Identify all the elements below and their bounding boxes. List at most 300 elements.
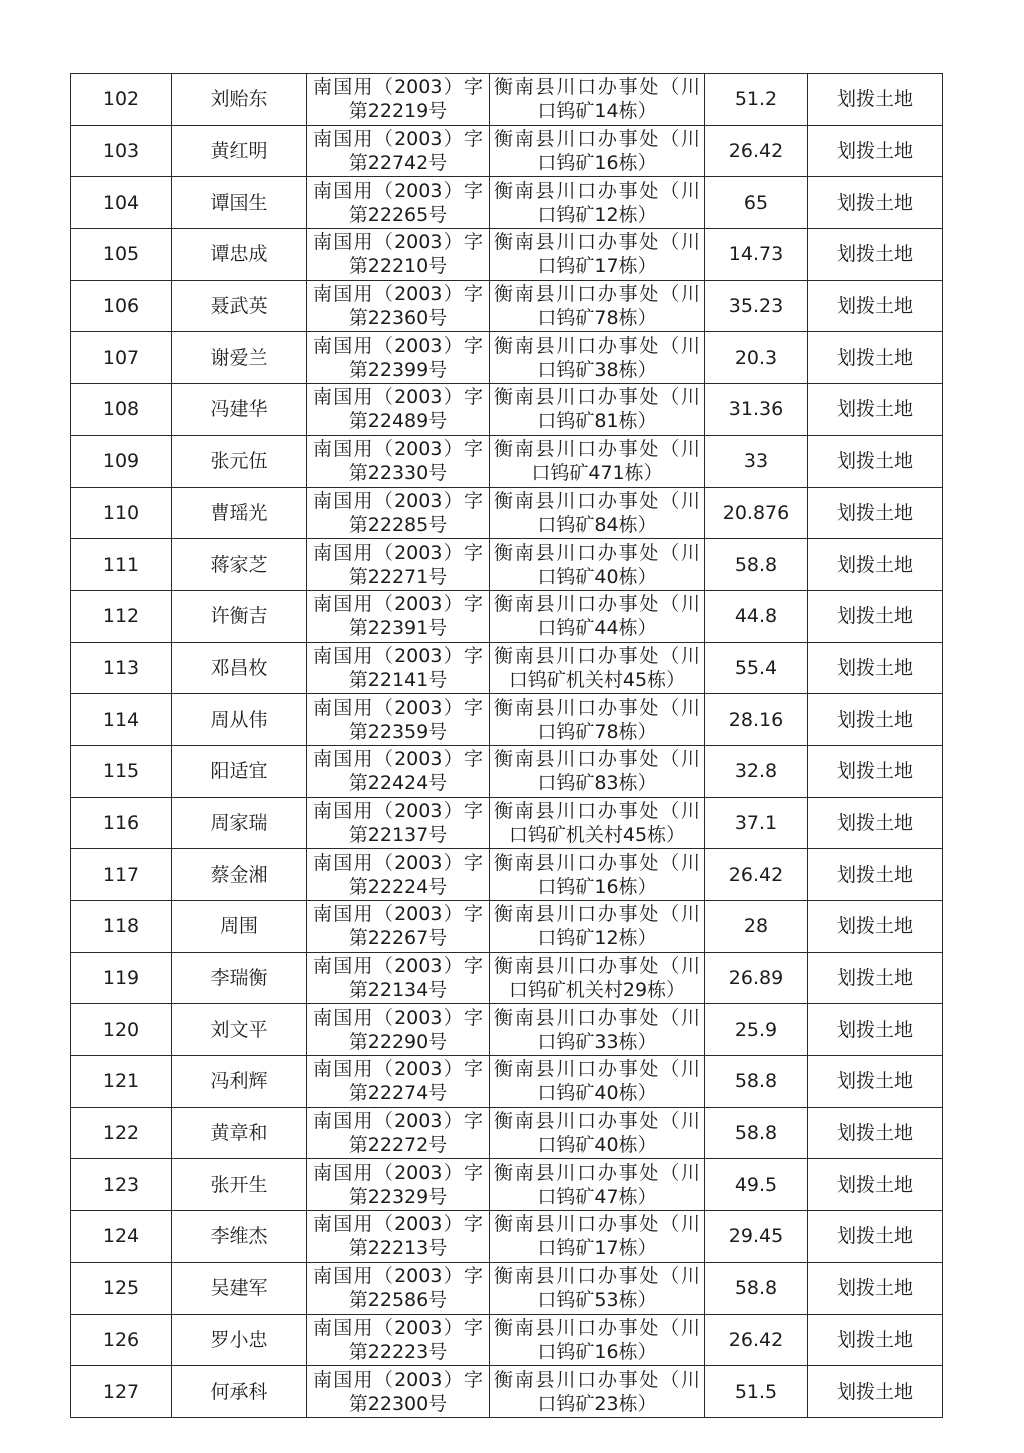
certificate-number: 第22267号: [348, 927, 448, 950]
land-area: 58.8: [734, 1122, 778, 1145]
owner-name-cell: [172, 901, 307, 953]
certificate-number: 第22399号: [348, 358, 448, 381]
land-type-cell: [808, 745, 943, 797]
land-area: 26.42: [728, 140, 784, 163]
location-line-1: 衡南县川口办事处（川: [494, 179, 700, 202]
certificate-number: 第22141号: [348, 668, 448, 691]
land-area: 58.8: [734, 1277, 778, 1300]
land-type: 划拨土地: [836, 1277, 913, 1300]
row-number-cell: [71, 849, 172, 901]
row-number-cell: [71, 1159, 172, 1211]
certificate-cell: [307, 1159, 490, 1211]
location-line-2: 口钨矿44栋）: [537, 617, 657, 640]
row-number: 126: [102, 1328, 140, 1351]
owner-name-cell: [172, 280, 307, 332]
certificate-number: 第22137号: [348, 823, 448, 846]
certificate-prefix: 南国用（2003）字: [313, 1058, 483, 1081]
land-type-cell: [808, 849, 943, 901]
certificate-prefix: 南国用（2003）字: [313, 1316, 483, 1339]
land-area: 58.8: [734, 1070, 778, 1093]
area-cell: [705, 280, 808, 332]
area-cell: [705, 435, 808, 487]
land-type: 划拨土地: [836, 1173, 913, 1196]
land-type-cell: [808, 74, 943, 126]
row-number-cell: [71, 1366, 172, 1418]
certificate-number: 第22391号: [348, 617, 448, 640]
certificate-number: 第22224号: [348, 875, 448, 898]
location-line-1: 衡南县川口办事处（川: [494, 748, 700, 771]
location-line-1: 衡南县川口办事处（川: [494, 696, 700, 719]
certificate-prefix: 南国用（2003）字: [313, 76, 483, 99]
owner-name-cell: [172, 1107, 307, 1159]
owner-name: 周家瑞: [210, 811, 268, 834]
land-area: 65: [743, 191, 769, 214]
owner-name: 李维杰: [210, 1225, 268, 1248]
location-line-1: 衡南县川口办事处（川: [494, 1213, 700, 1236]
certificate-cell: [307, 435, 490, 487]
certificate-cell: [307, 384, 490, 436]
land-type: 划拨土地: [836, 1380, 913, 1403]
certificate-cell: [307, 1056, 490, 1108]
certificate-prefix: 南国用（2003）字: [313, 128, 483, 151]
land-type: 划拨土地: [836, 915, 913, 938]
land-type-cell: [808, 435, 943, 487]
row-number: 125: [102, 1277, 140, 1300]
location-line-2: 口钨矿17栋）: [537, 1237, 657, 1260]
owner-name-cell: [172, 177, 307, 229]
row-number: 116: [102, 811, 140, 834]
area-cell: [705, 1004, 808, 1056]
land-type: 划拨土地: [836, 1070, 913, 1093]
area-cell: [705, 332, 808, 384]
row-number-cell: [71, 797, 172, 849]
location-line-2: 口钨矿53栋）: [537, 1289, 657, 1312]
land-type-cell: [808, 125, 943, 177]
location-cell: [490, 74, 705, 126]
certificate-prefix: 南国用（2003）字: [313, 1110, 483, 1133]
location-line-1: 衡南县川口办事处（川: [494, 541, 700, 564]
land-area: 49.5: [734, 1173, 778, 1196]
location-line-1: 衡南县川口办事处（川: [494, 334, 700, 357]
row-number: 107: [102, 346, 140, 369]
table-row: [71, 694, 943, 746]
certificate-prefix: 南国用（2003）字: [313, 489, 483, 512]
certificate-number: 第22223号: [348, 1340, 448, 1363]
certificate-number: 第22360号: [348, 307, 448, 330]
table-row: [71, 384, 943, 436]
owner-name-cell: [172, 745, 307, 797]
location-cell: [490, 280, 705, 332]
land-area: 14.73: [728, 243, 784, 266]
table-row: [71, 74, 943, 126]
certificate-cell: [307, 1366, 490, 1418]
certificate-cell: [307, 1314, 490, 1366]
owner-name: 刘文平: [210, 1018, 268, 1041]
location-line-1: 衡南县川口办事处（川: [494, 1161, 700, 1184]
row-number-cell: [71, 1004, 172, 1056]
location-line-1: 衡南县川口办事处（川: [494, 1058, 700, 1081]
location-line-2: 口钨矿84栋）: [537, 513, 657, 536]
certificate-cell: [307, 901, 490, 953]
owner-name-cell: [172, 590, 307, 642]
owner-name: 谢爱兰: [210, 346, 268, 369]
land-area: 26.89: [728, 967, 784, 990]
location-line-2: 口钨矿471栋）: [531, 462, 663, 485]
land-type-cell: [808, 797, 943, 849]
location-line-2: 口钨矿16栋）: [537, 152, 657, 175]
area-cell: [705, 1107, 808, 1159]
certificate-number: 第22742号: [348, 152, 448, 175]
area-cell: [705, 487, 808, 539]
certificate-cell: [307, 280, 490, 332]
row-number-cell: [71, 74, 172, 126]
row-number-cell: [71, 642, 172, 694]
certificate-number: 第22329号: [348, 1185, 448, 1208]
certificate-number: 第22300号: [348, 1392, 448, 1415]
land-type-cell: [808, 1314, 943, 1366]
land-type-cell: [808, 1004, 943, 1056]
certificate-prefix: 南国用（2003）字: [313, 903, 483, 926]
row-number: 115: [102, 760, 140, 783]
table-row: [71, 1159, 943, 1211]
row-number-cell: [71, 901, 172, 953]
land-register-page: [70, 73, 936, 1418]
land-type: 划拨土地: [836, 605, 913, 628]
land-type: 划拨土地: [836, 140, 913, 163]
certificate-cell: [307, 590, 490, 642]
certificate-number: 第22219号: [348, 100, 448, 123]
area-cell: [705, 384, 808, 436]
location-line-2: 口钨矿47栋）: [537, 1185, 657, 1208]
location-cell: [490, 745, 705, 797]
row-number: 119: [102, 967, 140, 990]
area-cell: [705, 177, 808, 229]
table-row: [71, 539, 943, 591]
location-line-1: 衡南县川口办事处（川: [494, 386, 700, 409]
location-cell: [490, 590, 705, 642]
land-type-cell: [808, 280, 943, 332]
row-number-cell: [71, 1314, 172, 1366]
owner-name-cell: [172, 1314, 307, 1366]
owner-name-cell: [172, 642, 307, 694]
row-number-cell: [71, 280, 172, 332]
row-number: 105: [102, 243, 140, 266]
land-type: 划拨土地: [836, 295, 913, 318]
location-cell: [490, 1366, 705, 1418]
row-number: 122: [102, 1122, 140, 1145]
table-body: [71, 74, 943, 1418]
location-cell: [490, 539, 705, 591]
land-type: 划拨土地: [836, 450, 913, 473]
certificate-cell: [307, 332, 490, 384]
owner-name: 张开生: [210, 1173, 268, 1196]
owner-name-cell: [172, 487, 307, 539]
location-line-2: 口钨矿33栋）: [537, 1030, 657, 1053]
land-area: 28: [743, 915, 769, 938]
owner-name-cell: [172, 1366, 307, 1418]
area-cell: [705, 590, 808, 642]
table-row: [71, 125, 943, 177]
table-row: [71, 745, 943, 797]
location-line-1: 衡南县川口办事处（川: [494, 1265, 700, 1288]
land-area: 20.3: [734, 346, 778, 369]
area-cell: [705, 1314, 808, 1366]
location-cell: [490, 177, 705, 229]
table-row: [71, 1056, 943, 1108]
location-line-2: 口钨矿14栋）: [537, 100, 657, 123]
certificate-number: 第22586号: [348, 1289, 448, 1312]
area-cell: [705, 642, 808, 694]
location-line-1: 衡南县川口办事处（川: [494, 1006, 700, 1029]
table-row: [71, 280, 943, 332]
land-type-cell: [808, 590, 943, 642]
land-area: 31.36: [728, 398, 784, 421]
certificate-cell: [307, 642, 490, 694]
location-line-1: 衡南县川口办事处（川: [494, 851, 700, 874]
certificate-prefix: 南国用（2003）字: [313, 1368, 483, 1391]
row-number: 102: [102, 88, 140, 111]
certificate-prefix: 南国用（2003）字: [313, 231, 483, 254]
location-line-1: 衡南县川口办事处（川: [494, 593, 700, 616]
location-line-1: 衡南县川口办事处（川: [494, 438, 700, 461]
row-number-cell: [71, 952, 172, 1004]
certificate-cell: [307, 797, 490, 849]
certificate-cell: [307, 229, 490, 281]
land-type-cell: [808, 1211, 943, 1263]
location-cell: [490, 642, 705, 694]
land-type: 划拨土地: [836, 88, 913, 111]
certificate-cell: [307, 177, 490, 229]
row-number: 103: [102, 140, 140, 163]
owner-name-cell: [172, 849, 307, 901]
certificate-cell: [307, 952, 490, 1004]
location-line-1: 衡南县川口办事处（川: [494, 903, 700, 926]
land-type-cell: [808, 229, 943, 281]
row-number: 121: [102, 1070, 140, 1093]
location-line-1: 衡南县川口办事处（川: [494, 489, 700, 512]
owner-name: 蒋家芝: [210, 553, 268, 576]
land-type: 划拨土地: [836, 501, 913, 524]
land-area: 25.9: [734, 1018, 778, 1041]
owner-name-cell: [172, 539, 307, 591]
row-number-cell: [71, 1107, 172, 1159]
certificate-number: 第22210号: [348, 255, 448, 278]
row-number: 127: [102, 1380, 140, 1403]
location-line-1: 衡南县川口办事处（川: [494, 231, 700, 254]
owner-name-cell: [172, 384, 307, 436]
owner-name-cell: [172, 74, 307, 126]
table-row: [71, 590, 943, 642]
table-row: [71, 642, 943, 694]
table-row: [71, 1004, 943, 1056]
owner-name-cell: [172, 332, 307, 384]
land-area: 51.5: [734, 1380, 778, 1403]
land-register-table: [70, 73, 943, 1418]
certificate-prefix: 南国用（2003）字: [313, 386, 483, 409]
location-line-2: 口钨矿机关村29栋）: [508, 979, 686, 1002]
row-number: 112: [102, 605, 140, 628]
row-number: 108: [102, 398, 140, 421]
certificate-prefix: 南国用（2003）字: [313, 179, 483, 202]
area-cell: [705, 745, 808, 797]
certificate-prefix: 南国用（2003）字: [313, 851, 483, 874]
area-cell: [705, 539, 808, 591]
location-line-2: 口钨矿81栋）: [537, 410, 657, 433]
land-type-cell: [808, 1366, 943, 1418]
area-cell: [705, 849, 808, 901]
certificate-cell: [307, 694, 490, 746]
row-number-cell: [71, 1211, 172, 1263]
land-type: 划拨土地: [836, 553, 913, 576]
owner-name: 刘贻东: [210, 88, 268, 111]
owner-name: 邓昌枚: [210, 656, 268, 679]
row-number: 104: [102, 191, 140, 214]
row-number-cell: [71, 694, 172, 746]
land-type: 划拨土地: [836, 398, 913, 421]
location-cell: [490, 435, 705, 487]
owner-name: 曹瑶光: [210, 501, 268, 524]
location-cell: [490, 1211, 705, 1263]
row-number: 114: [102, 708, 140, 731]
table-row: [71, 229, 943, 281]
row-number: 109: [102, 450, 140, 473]
row-number: 123: [102, 1173, 140, 1196]
certificate-cell: [307, 1262, 490, 1314]
owner-name: 李瑞衡: [210, 967, 268, 990]
table-row: [71, 797, 943, 849]
table-row: [71, 952, 943, 1004]
location-line-1: 衡南县川口办事处（川: [494, 283, 700, 306]
location-cell: [490, 1262, 705, 1314]
owner-name: 谭国生: [210, 191, 268, 214]
location-line-2: 口钨矿12栋）: [537, 203, 657, 226]
owner-name: 黄红明: [210, 140, 268, 163]
table-row: [71, 901, 943, 953]
land-area: 51.2: [734, 88, 778, 111]
land-type: 划拨土地: [836, 346, 913, 369]
row-number-cell: [71, 487, 172, 539]
location-line-1: 衡南县川口办事处（川: [494, 644, 700, 667]
location-cell: [490, 384, 705, 436]
owner-name: 罗小忠: [210, 1328, 268, 1351]
owner-name-cell: [172, 1004, 307, 1056]
location-cell: [490, 229, 705, 281]
area-cell: [705, 901, 808, 953]
certificate-cell: [307, 745, 490, 797]
land-type: 划拨土地: [836, 760, 913, 783]
location-line-2: 口钨矿机关村45栋）: [508, 668, 686, 691]
land-area: 55.4: [734, 656, 778, 679]
row-number-cell: [71, 1056, 172, 1108]
area-cell: [705, 1366, 808, 1418]
land-type-cell: [808, 642, 943, 694]
owner-name: 聂武英: [210, 295, 268, 318]
location-line-2: 口钨矿40栋）: [537, 565, 657, 588]
owner-name-cell: [172, 797, 307, 849]
table-row: [71, 1366, 943, 1418]
area-cell: [705, 1262, 808, 1314]
owner-name-cell: [172, 952, 307, 1004]
certificate-prefix: 南国用（2003）字: [313, 644, 483, 667]
certificate-cell: [307, 1107, 490, 1159]
owner-name: 何承科: [210, 1380, 268, 1403]
certificate-cell: [307, 1004, 490, 1056]
row-number: 110: [102, 501, 140, 524]
location-line-2: 口钨矿78栋）: [537, 307, 657, 330]
table-row: [71, 177, 943, 229]
location-line-2: 口钨矿16栋）: [537, 875, 657, 898]
area-cell: [705, 952, 808, 1004]
certificate-cell: [307, 539, 490, 591]
location-cell: [490, 487, 705, 539]
certificate-prefix: 南国用（2003）字: [313, 748, 483, 771]
row-number: 106: [102, 295, 140, 318]
row-number-cell: [71, 332, 172, 384]
area-cell: [705, 797, 808, 849]
location-line-2: 口钨矿78栋）: [537, 720, 657, 743]
certificate-prefix: 南国用（2003）字: [313, 1265, 483, 1288]
owner-name: 冯建华: [210, 398, 268, 421]
land-type: 划拨土地: [836, 1018, 913, 1041]
table-row: [71, 1314, 943, 1366]
certificate-number: 第22489号: [348, 410, 448, 433]
row-number: 120: [102, 1018, 140, 1041]
owner-name-cell: [172, 694, 307, 746]
location-cell: [490, 694, 705, 746]
certificate-prefix: 南国用（2003）字: [313, 799, 483, 822]
location-cell: [490, 849, 705, 901]
table-row: [71, 332, 943, 384]
row-number: 124: [102, 1225, 140, 1248]
owner-name: 吴建军: [210, 1277, 268, 1300]
certificate-number: 第22330号: [348, 462, 448, 485]
location-line-2: 口钨矿40栋）: [537, 1082, 657, 1105]
location-line-2: 口钨矿40栋）: [537, 1134, 657, 1157]
land-type-cell: [808, 1159, 943, 1211]
certificate-cell: [307, 849, 490, 901]
owner-name: 周从伟: [210, 708, 268, 731]
certificate-number: 第22290号: [348, 1030, 448, 1053]
row-number-cell: [71, 590, 172, 642]
land-type: 划拨土地: [836, 863, 913, 886]
row-number-cell: [71, 177, 172, 229]
land-area: 26.42: [728, 1328, 784, 1351]
certificate-number: 第22265号: [348, 203, 448, 226]
land-type-cell: [808, 539, 943, 591]
land-type-cell: [808, 487, 943, 539]
location-cell: [490, 332, 705, 384]
land-type-cell: [808, 901, 943, 953]
location-cell: [490, 1004, 705, 1056]
location-line-1: 衡南县川口办事处（川: [494, 1110, 700, 1133]
row-number-cell: [71, 745, 172, 797]
location-cell: [490, 1056, 705, 1108]
land-area: 29.45: [728, 1225, 784, 1248]
certificate-prefix: 南国用（2003）字: [313, 1161, 483, 1184]
location-cell: [490, 125, 705, 177]
owner-name-cell: [172, 229, 307, 281]
row-number: 118: [102, 915, 140, 938]
row-number: 117: [102, 863, 140, 886]
location-line-2: 口钨矿16栋）: [537, 1340, 657, 1363]
location-line-1: 衡南县川口办事处（川: [494, 1316, 700, 1339]
land-type: 划拨土地: [836, 243, 913, 266]
location-cell: [490, 1107, 705, 1159]
certificate-cell: [307, 74, 490, 126]
land-type: 划拨土地: [836, 191, 913, 214]
owner-name: 蔡金湘: [210, 863, 268, 886]
certificate-cell: [307, 1211, 490, 1263]
